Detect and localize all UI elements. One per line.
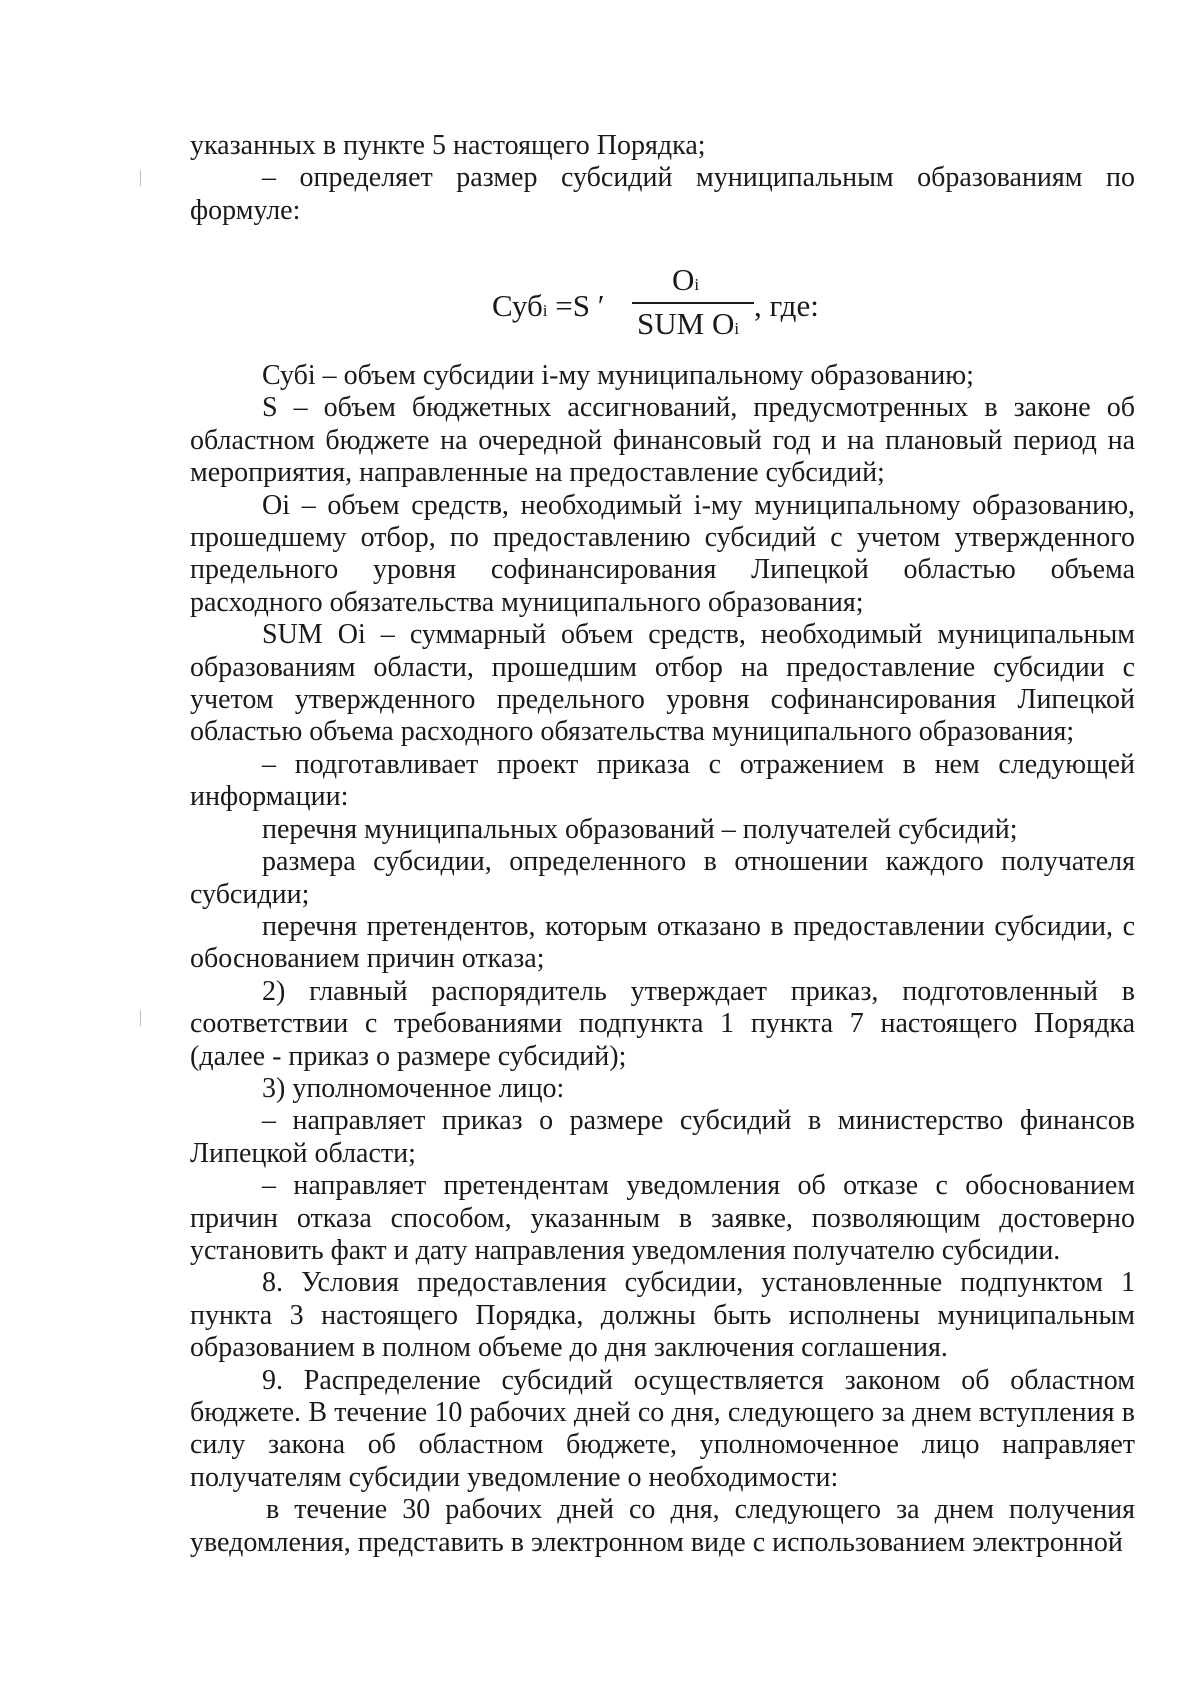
scan-mark: [140, 1010, 141, 1026]
paragraph-item-2: 2) главный распорядитель утверждает приказ, подготовленный в соответствии с требованиями подпункта 1 пункта 7 настоящего Порядка (далее - приказ о размере субсидий);: [190, 975, 1135, 1072]
formula-lhs-symbol: Суб: [492, 288, 543, 323]
formula-numerator-index: i: [694, 275, 700, 294]
definition-sub: Субi – объем субсидии i-му муниципальному образованию;: [262, 360, 974, 391]
formula-lhs-index: i: [542, 301, 548, 320]
formula-lhs: [492, 288, 605, 324]
paragraph-prepares-order: – подготавливает проект приказа с отражением в нем следующей информации:: [190, 748, 1135, 813]
subsidy-formula: [492, 262, 872, 352]
paragraph-sends-rejections: – направляет претендентам уведомления об отказе с обоснованием причин отказа способом, указанным в заявке, позволяющим достоверно установить факт и дату направления уведомления получателю субсидии.: [190, 1170, 1135, 1266]
definition-s: S – объем бюджетных ассигнований, предусмотренных в законе об областном бюджете на очередной финансовый год и на плановый период на мероприятия, направленные на предоставление субсидий;: [190, 392, 1135, 489]
paragraph-sends-order: – направляет приказ о размере субсидий в министерство финансов Липецкой области;: [190, 1105, 1135, 1169]
body-text: [190, 360, 1135, 1559]
intro-line: указанных в пункте 5 настоящего Порядка;: [190, 130, 706, 161]
intro-paragraph: – определяет размер субсидий муниципальным образованиям по формуле:: [190, 162, 1135, 226]
formula-denominator-index: i: [734, 319, 740, 338]
formula-numerator-symbol: O: [672, 262, 695, 297]
list-item-rejected: перечня претендентов, которым отказано в предоставлении субсидии, с обоснованием причин отказа;: [190, 910, 1135, 975]
paragraph-section-8: 8. Условия предоставления субсидии, установленные подпунктом 1 пункта 3 настоящего Порядка, должны быть исполнены муниципальным образованием в полном объеме до дня заключения соглашения.: [190, 1267, 1135, 1364]
paragraph-section-9: 9. Распределение субсидий осуществляется законом об областном бюджете. В течение 10 рабочих дней со дня, следующего за днем вступления в силу закона об областном бюджете, уполномоченное лицо направляет получателям субсидии уведомление о необходимости:: [190, 1364, 1135, 1493]
scan-mark: [140, 170, 141, 186]
list-item-recipients: перечня муниципальных образований – получателей субсидий;: [262, 813, 1018, 845]
list-item-subsidy-size: размера субсидии, определенного в отношении каждого получателя субсидии;: [190, 846, 1135, 910]
fraction-bar: [632, 302, 754, 304]
intro-block: [190, 130, 1135, 227]
paragraph-continuation: в течение 30 рабочих дней со дня, следующего за днем получения уведомления, представить в электронном виде с использованием электронной: [190, 1494, 1135, 1558]
formula-denominator-symbol: SUM O: [637, 306, 735, 341]
formula-equals: =S ′: [547, 288, 605, 323]
definition-oi: Oi – объем средств, необходимый i-му муниципальному образованию, прошедшему отбор, по предоставлению субсидий с учетом утвержденного предельного уровня софинансирования Липецкой областью объема расходного обязательства муниципального образования;: [190, 489, 1135, 618]
paragraph-item-3: 3) уполномоченное лицо:: [262, 1072, 565, 1104]
formula-denominator: [637, 306, 739, 342]
formula-tail: , где:: [754, 288, 819, 323]
definition-sum-oi: SUM Oi – суммарный объем средств, необходимый муниципальным образованиям области, прошедшим отбор на предоставление субсидии с учетом утвержденного предельного уровня софинансирования Липецкой областью объема расходного обязательства муниципального образования;: [190, 619, 1135, 748]
formula-numerator: [672, 262, 699, 298]
